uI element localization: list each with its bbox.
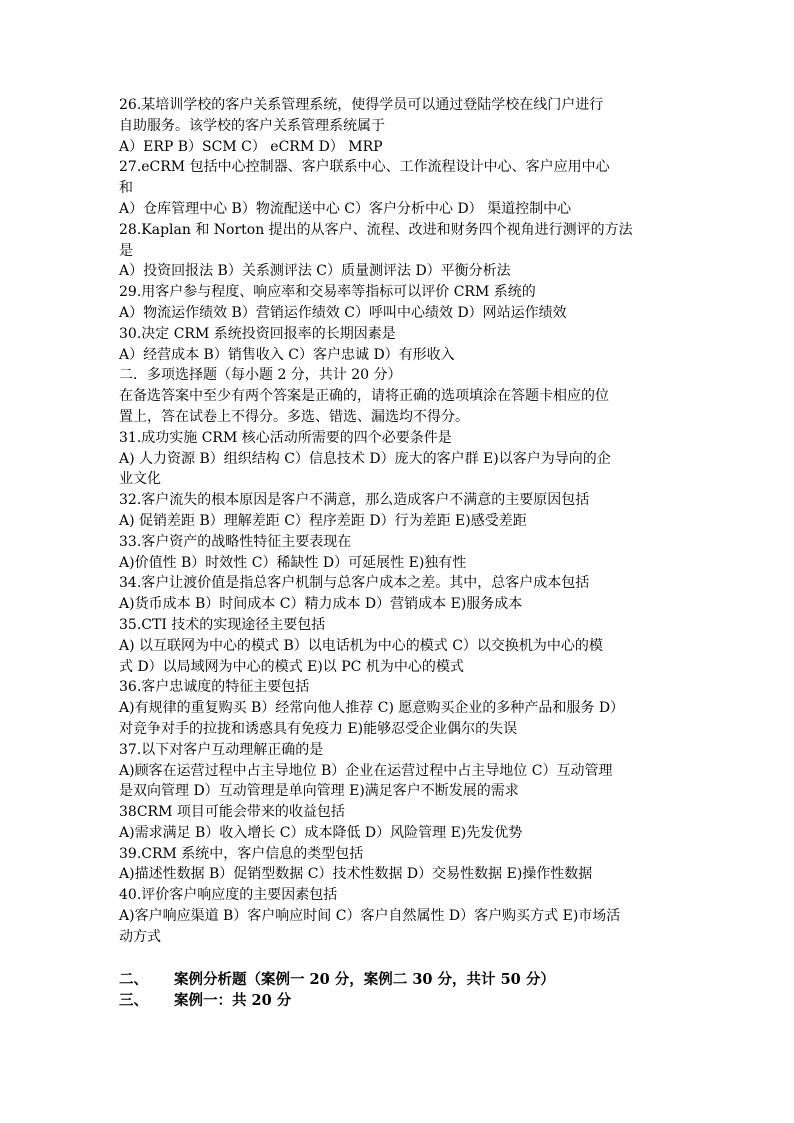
text-line: 在备选答案中至少有两个答案是正确的，请将正确的选项填涂在答题卡相应的位	[119, 388, 609, 405]
text-line: A）仓库管理中心 B）物流配送中心 C）客户分析中心 D） 渠道控制中心	[119, 200, 572, 217]
text-line: 是	[119, 242, 133, 259]
text-line: 37.以下对客户互动理解正确的是	[119, 741, 324, 758]
text-line: 31.成功实施 CRM 核心活动所需要的四个必要条件是	[119, 429, 452, 446]
text-line: 业文化	[119, 471, 161, 488]
text-line: A)需求满足 B）收入增长 C）成本降低 D）风险管理 E)先发优势	[119, 824, 523, 841]
text-line: 自助服务。该学校的客户关系管理系统属于	[119, 117, 385, 134]
section-title: 案例一：共 20 分	[174, 992, 292, 1010]
text-line: 式 D）以局域网为中心的模式 E)以 PC 机为中心的模式	[119, 658, 464, 675]
text-line: 29.用客户参与程度、响应率和交易率等指标可以评价 CRM 系统的	[119, 284, 536, 301]
text-line: 35.CTI 技术的实现途径主要包括	[119, 616, 326, 633]
text-line: 28.Kaplan 和 Norton 提出的从客户、流程、改进和财务四个视角进行测评的方法	[119, 221, 633, 238]
text-line: 39.CRM 系统中，客户信息的类型包括	[119, 845, 364, 862]
text-line: 动方式	[119, 928, 161, 945]
text-line: 40.评价客户响应度的主要因素包括	[119, 887, 338, 904]
section-heading-case-analysis	[119, 969, 679, 991]
text-line: A）投资回报法 B）关系测评法 C）质量测评法 D）平衡分析法	[119, 263, 511, 280]
text-line: 30.决定 CRM 系统投资回报率的长期因素是	[119, 325, 396, 342]
text-line: 26.某培训学校的客户关系管理系统，使得学员可以通过登陆学校在线门户进行	[119, 97, 604, 113]
section-title: 案例分析题（案例一 20 分，案例二 30 分，共计 50 分）	[174, 970, 555, 988]
section-number: 三、	[119, 992, 148, 1010]
document-body	[119, 95, 679, 1012]
text-line: 36.客户忠诚度的特征主要包括	[119, 679, 310, 696]
text-line: A)货币成本 B）时间成本 C）精力成本 D）营销成本 E)服务成本	[119, 596, 523, 613]
text-line: A)描述性数据 B）促销型数据 C）技术性数据 D）交易性数据 E)操作性数据	[119, 866, 593, 883]
text-line: 置上，答在试卷上不得分。多选、错选、漏选均不得分。	[119, 408, 469, 425]
text-line: 32.客户流失的根本原因是客户不满意，那么造成客户不满意的主要原因包括	[119, 492, 590, 509]
text-line: A）经营成本 B）销售收入 C）客户忠诚 D）有形收入	[119, 346, 455, 363]
blank-line	[119, 948, 679, 969]
text-line: A) 人力资源 B）组织结构 C）信息技术 D）庞大的客户群 E)以客户为导向的企	[119, 450, 611, 467]
text-line: A)顾客在运营过程中占主导地位 B）企业在运营过程中占主导地位 C）互动管理	[119, 762, 613, 779]
text-line: A) 以互联网为中心的模式 B）以电话机为中心的模式 C）以交换机为中心的模	[119, 637, 603, 654]
section-heading-case-one	[119, 990, 679, 1012]
text-line: A）物流运作绩效 B）营销运作绩效 C）呼叫中心绩效 D）网站运作绩效	[119, 304, 567, 321]
section-number: 二、	[119, 970, 148, 988]
text-line: 是双向管理 D）互动管理是单向管理 E)满足客户不断发展的需求	[119, 783, 519, 800]
text-line: A)价值性 B）时效性 C）稀缺性 D）可延展性 E)独有性	[119, 554, 467, 571]
text-line: 38CRM 项目可能会带来的收益包括	[119, 804, 345, 821]
text-line: 27.eCRM 包括中心控制器、客户联系中心、工作流程设计中心、客户应用中心	[119, 159, 610, 176]
text-line: A）ERP B）SCM C） eCRM D） MRP	[119, 138, 383, 155]
text-line: 33.客户资产的战略性特征主要表现在	[119, 533, 352, 550]
text-line: 对竞争对手的拉拢和诱惑具有免疫力 E)能够忍受企业偶尔的失误	[119, 720, 518, 737]
text-line: A)客户响应渠道 B）客户响应时间 C）客户自然属性 D）客户购买方式 E)市场活	[119, 908, 621, 925]
text-line: A)有规律的重复购买 B）经常向他人推荐 C) 愿意购买企业的多种产品和服务 D）	[119, 700, 625, 717]
text-line: 和	[119, 180, 133, 197]
text-line: 34.客户让渡价值是指总客户机制与总客户成本之差。其中，总客户成本包括	[119, 575, 590, 592]
text-line: A) 促销差距 B）理解差距 C）程序差距 D）行为差距 E)感受差距	[119, 512, 527, 529]
section-heading-multiple-choice: 二．多项选择题（每小题 2 分，共计 20 分）	[119, 367, 402, 384]
